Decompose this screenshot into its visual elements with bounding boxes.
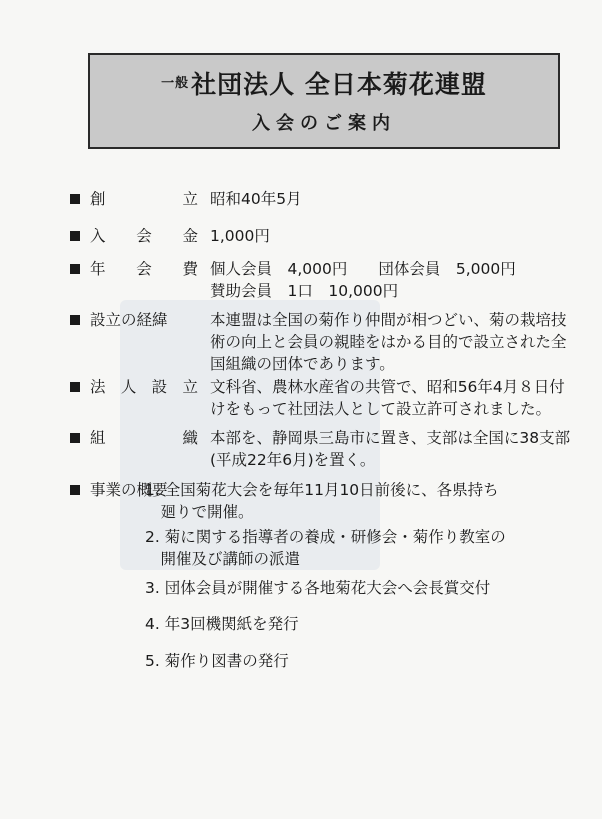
page-subtitle: 入会のご案内: [252, 113, 396, 134]
section-label: 入 会 金: [90, 227, 198, 245]
section-content: 本連盟は全国の菊作り仲間が相つどい、菊の栽培技術の向上と会員の親睦をはかる目的で設立された全国組織の団体であります。: [210, 311, 567, 373]
bullet-icon: [70, 382, 80, 392]
bullet-icon: [70, 433, 80, 443]
bullet-icon: [70, 264, 80, 274]
section-label: 事業の概要: [90, 481, 168, 499]
section-label: 法 人 設 立: [90, 378, 198, 396]
section-content: 個人会員 4,000円 団体会員 5,000円 賛助会員 1口 10,000円: [210, 260, 516, 300]
section-content: 昭和40年5月: [210, 190, 302, 208]
section-content: 本部を、静岡県三島市に置き、支部は全国に38支部(平成22年6月)を置く。: [210, 429, 571, 469]
section-content: 文科省、農林水産省の共管で、昭和56年4月８日付けをもって社団法人として設立許可されました。: [210, 378, 565, 418]
business-item: 3. 団体会員が開催する各地菊花大会へ会長賞交付: [145, 579, 491, 597]
section-label: 設立の経緯: [90, 311, 168, 329]
section-label: 年 会 費: [90, 260, 198, 278]
bullet-icon: [70, 194, 80, 204]
page-title: [90, 65, 558, 101]
title-prefix: 一般: [161, 76, 190, 91]
business-item: 5. 菊作り図書の発行: [145, 652, 289, 670]
business-item: 2. 菊に関する指導者の養成・研修会・菊作り教室の 開催及び講師の派遣: [145, 528, 506, 568]
business-item: 1. 全国菊花大会を毎年11月10日前後に、各県持ち 廻りで開催。: [145, 481, 499, 521]
title-text: 社団法人 全日本菊花連盟: [191, 70, 487, 99]
bullet-icon: [70, 485, 80, 495]
section-label: 創 立: [90, 190, 198, 208]
title-box: [88, 53, 560, 149]
section-label: 組 織: [90, 429, 198, 447]
section-content: 1,000円: [210, 227, 270, 245]
bullet-icon: [70, 231, 80, 241]
business-item: 4. 年3回機関紙を発行: [145, 615, 299, 633]
bullet-icon: [70, 315, 80, 325]
